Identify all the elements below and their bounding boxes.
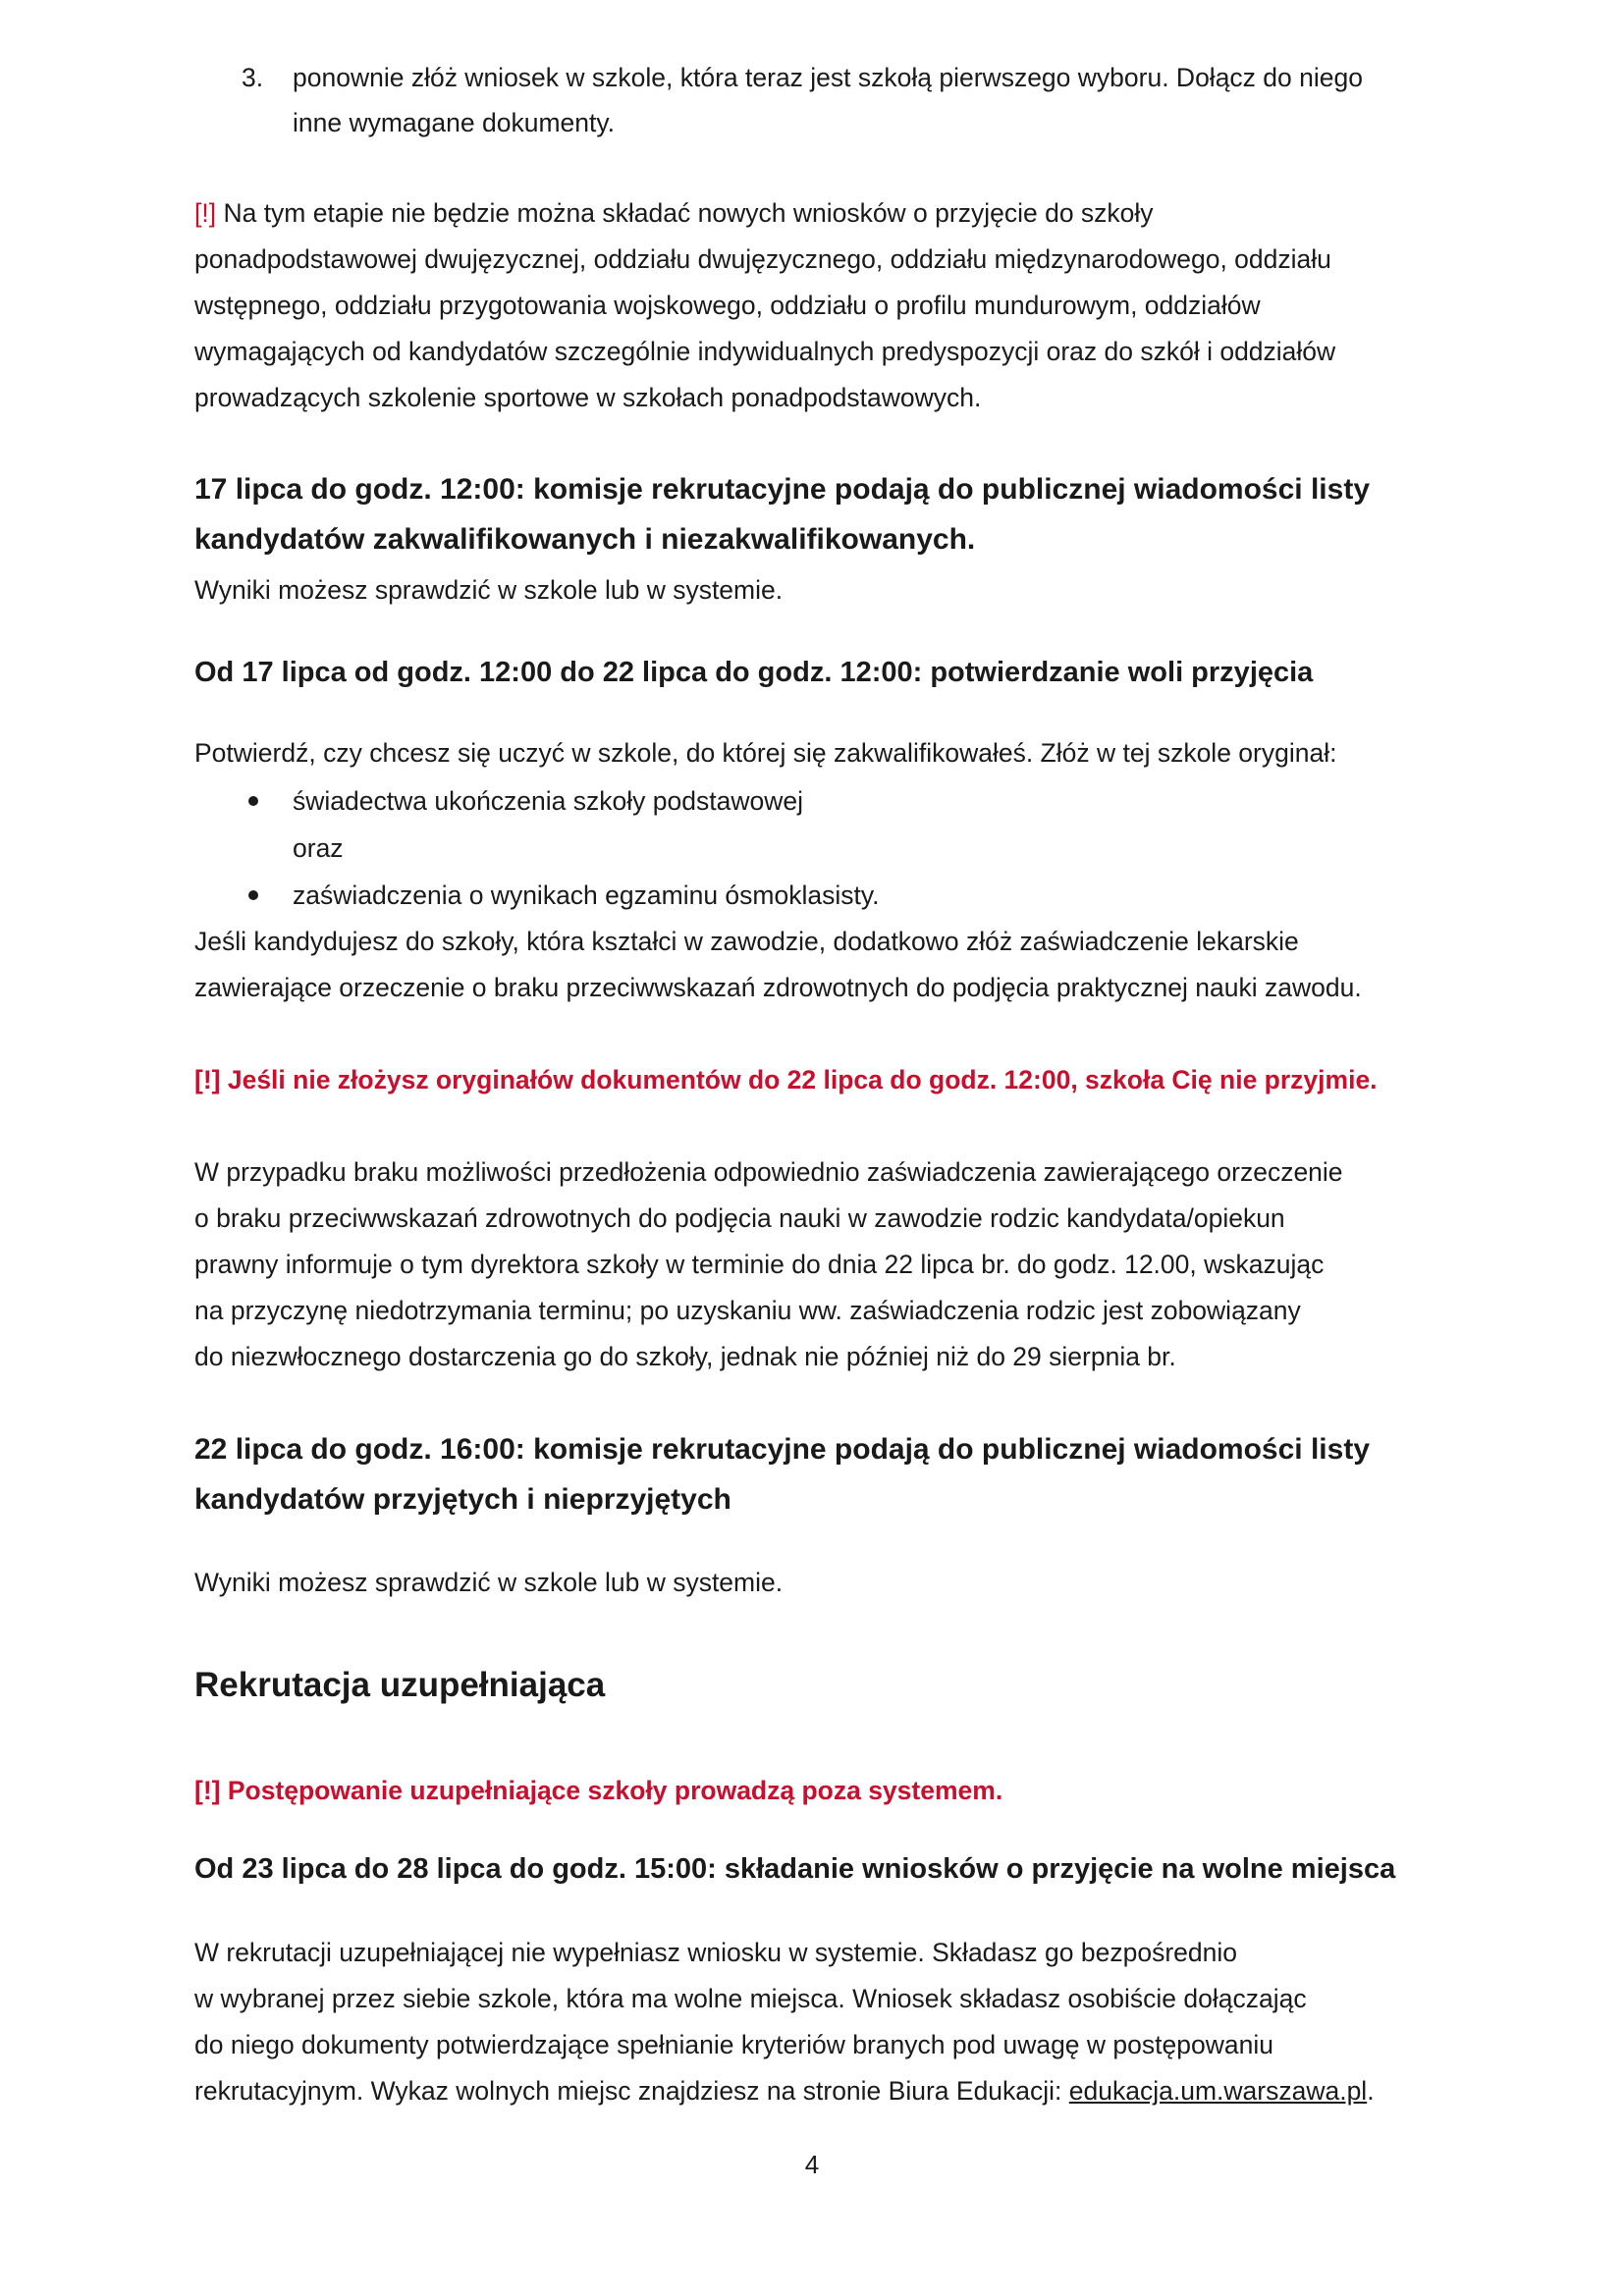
list-item: świadectwa ukończenia szkoły podstawowej	[293, 786, 803, 816]
note-paragraph-line: prowadzących szkolenie sportowe w szkołach ponadpodstawowych.	[194, 383, 982, 412]
warning-mark: [!]	[194, 198, 217, 228]
section-heading: Od 23 lipca do 28 lipca do godz. 15:00: składanie wniosków o przyjęcie na wolne miejsca	[194, 1853, 1396, 1885]
note-paragraph-line	[194, 194, 1154, 232]
list-item-text-line: inne wymagane dokumenty.	[293, 108, 616, 137]
paragraph-line: zawierające orzeczenie o braku przeciwwskazań zdrowotnych do podjęcia praktycznej nauki zawodu.	[194, 973, 1362, 1002]
page-number: 4	[804, 2150, 820, 2179]
list-item-text-line: ponownie złóż wniosek w szkole, która teraz jest szkołą pierwszego wyboru. Dołącz do niego	[293, 63, 1363, 92]
paragraph-line: do niezwłocznego dostarczenia go do szkoły, jednak nie później niż do 29 sierpnia br.	[194, 1342, 1176, 1371]
paragraph-text: .	[1367, 2076, 1375, 2106]
paragraph-line: W przypadku braku możliwości przedłożenia odpowiednio zaświadczenia zawierającego orzeczenie	[194, 1157, 1343, 1187]
section-heading: kandydatów zakwalifikowanych i niezakwalifikowanych.	[194, 523, 976, 556]
paragraph-line: do niego dokumenty potwierdzające spełnianie kryteriów branych pod uwagę w postępowaniu	[194, 2030, 1273, 2059]
paragraph-line: Jeśli kandydujesz do szkoły, która kształci w zawodzie, dodatkowo złóż zaświadczenie lekarskie	[194, 927, 1299, 956]
note-text: Na tym etapie nie będzie można składać nowych wniosków o przyjęcie do szkoły	[216, 198, 1154, 228]
paragraph-line: o braku przeciwwskazań zdrowotnych do podjęcia nauki w zawodzie rodzic kandydata/opiekun	[194, 1203, 1285, 1233]
note-paragraph-line: ponadpodstawowej dwujęzycznej, oddziału dwujęzycznego, oddziału międzynarodowego, oddziału	[194, 244, 1331, 274]
section-title: Rekrutacja uzupełniająca	[194, 1666, 606, 1704]
note-paragraph-line: wstępnego, oddziału przygotowania wojskowego, oddziału o profilu mundurowym, oddziałów	[194, 291, 1261, 320]
section-heading: 17 lipca do godz. 12:00: komisje rekrutacyjne podają do publicznej wiadomości listy	[194, 473, 1370, 506]
section-heading: kandydatów przyjętych i nieprzyjętych	[194, 1483, 731, 1516]
list-connector: oraz	[293, 833, 344, 863]
paragraph-line: prawny informuje o tym dyrektora szkoły w terminie do dnia 22 lipca br. do godz. 12.00, wskazując	[194, 1250, 1325, 1279]
list-item-number: 3.	[242, 63, 264, 92]
section-heading: 22 lipca do godz. 16:00: komisje rekrutacyjne podają do publicznej wiadomości listy	[194, 1433, 1370, 1466]
education-office-link[interactable]: edukacja.um.warszawa.pl	[1068, 2076, 1368, 2106]
bullet-icon	[248, 796, 258, 806]
paragraph-text: rekrutacyjnym. Wykaz wolnych miejsc znajdziesz na stronie Biura Edukacji:	[194, 2076, 1069, 2106]
section-text: Wyniki możesz sprawdzić w szkole lub w systemie.	[194, 575, 784, 605]
list-item: zaświadczenia o wynikach egzaminu ósmoklasisty.	[293, 881, 880, 910]
warning-text: [!] Postępowanie uzupełniające szkoły prowadzą poza systemem.	[194, 1776, 1003, 1805]
section-intro: Potwierdź, czy chcesz się uczyć w szkole, do której się zakwalifikowałeś. Złóż w tej szkole oryginał:	[194, 738, 1337, 768]
paragraph-line	[194, 2072, 1375, 2109]
section-text: Wyniki możesz sprawdzić w szkole lub w systemie.	[194, 1568, 784, 1597]
bullet-icon	[248, 890, 258, 900]
paragraph-line: na przyczynę niedotrzymania terminu; po uzyskaniu ww. zaświadczenia rodzic jest zobowiązany	[194, 1296, 1301, 1325]
warning-text: [!] Jeśli nie złożysz oryginałów dokumentów do 22 lipca do godz. 12:00, szkoła Cię nie przyjmie.	[194, 1065, 1378, 1095]
paragraph-line: w wybranej przez siebie szkole, która ma wolne miejsca. Wniosek składasz osobiście dołączając	[194, 1984, 1307, 2013]
note-paragraph-line: wymagających od kandydatów szczególnie indywidualnych predyspozycji oraz do szkół i oddziałów	[194, 337, 1336, 366]
paragraph-line: W rekrutacji uzupełniającej nie wypełniasz wniosku w systemie. Składasz go bezpośrednio	[194, 1938, 1237, 1967]
section-heading: Od 17 lipca od godz. 12:00 do 22 lipca do godz. 12:00: potwierdzanie woli przyjęcia	[194, 657, 1314, 688]
